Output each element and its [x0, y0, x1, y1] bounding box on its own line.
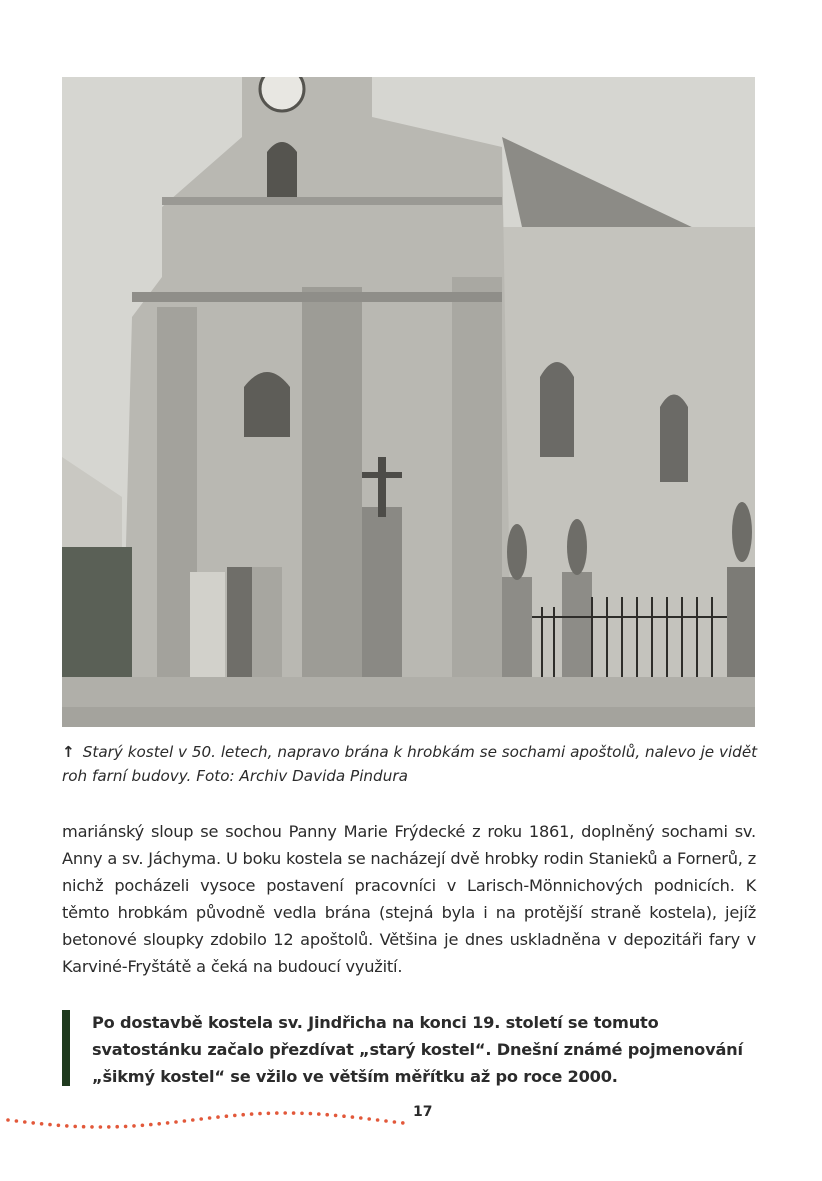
decorative-dot	[31, 1121, 35, 1125]
arrow-up-icon: ↑	[62, 743, 75, 761]
decorative-dot	[351, 1115, 355, 1119]
dotted-decoration	[0, 1108, 410, 1138]
decorative-dot	[250, 1112, 254, 1116]
decorative-dot	[376, 1118, 380, 1122]
decorative-dot	[241, 1113, 245, 1117]
decorative-dot	[157, 1122, 161, 1126]
page-number: 17	[413, 1104, 433, 1120]
decorative-dot	[216, 1115, 220, 1119]
decorative-dot	[183, 1119, 187, 1123]
decorative-dot	[174, 1120, 178, 1124]
decorative-dot	[40, 1122, 44, 1126]
decorative-dot	[48, 1123, 52, 1127]
decorative-dot	[300, 1112, 304, 1116]
decorative-dot	[292, 1111, 296, 1115]
decorative-dot	[367, 1117, 371, 1121]
decorative-dot	[342, 1114, 346, 1118]
decorative-dot	[149, 1123, 153, 1127]
body-paragraph: mariánský sloup se sochou Panny Marie Frýdecké z roku 1861, doplněný sochami sv. Anny a sv. Jáchyma. U boku kostela se nacházejí dvě hrobky rodin Stanieků a Fornerů, z nichž pocházeli vysoce postavení pracovníci v Larisch-Mönnichových podnicích. K těmto hrobkám původně vedla brána (stejná byla i na protější straně kostela), jejíž betonové sloupky zdobilo 12 apoštolů. Většina je dnes uskladněna v depozitáři fary v Karviné-Fryštátě a čeká na budoucí využití.	[62, 822, 756, 976]
decorative-dot	[325, 1113, 329, 1117]
decorative-dot	[401, 1121, 405, 1125]
caption-text: Starý kostel v 50. letech, napravo brána k hrobkám se sochami apoštolů, nalevo je vidět roh farní budovy. Foto: Archiv Davida Pindura	[62, 743, 758, 785]
decorative-dot	[124, 1125, 128, 1129]
decorative-dot	[208, 1116, 212, 1120]
decorative-dot	[359, 1116, 363, 1120]
decorative-dot	[107, 1125, 111, 1129]
decorative-dot	[90, 1125, 94, 1129]
decorative-dot	[225, 1114, 229, 1118]
quote-bar	[62, 1010, 70, 1086]
decorative-dot	[82, 1125, 86, 1129]
decorative-dot	[258, 1112, 262, 1116]
decorative-dot	[57, 1124, 61, 1128]
decorative-dot	[309, 1112, 313, 1116]
church-photo-icon	[62, 77, 755, 727]
decorative-dot	[99, 1125, 103, 1129]
decorative-dot	[141, 1124, 145, 1128]
decorative-dot	[191, 1118, 195, 1122]
church-photo	[62, 77, 755, 727]
decorative-dot	[65, 1124, 69, 1128]
decorative-dot	[334, 1114, 338, 1118]
highlight-quote: Po dostavbě kostela sv. Jindřicha na konci 19. století se tomuto svatostánku začalo přezdívat „starý kostel“. Dnešní známé pojmenování „šikmý kostel“ se vžilo ve větším měřítku až po roce 2000.	[92, 1013, 743, 1086]
decorative-dot	[393, 1120, 397, 1124]
decorative-dot	[283, 1111, 287, 1115]
decorative-dot	[115, 1125, 119, 1129]
decorative-dot	[132, 1124, 136, 1128]
decorative-dot	[233, 1114, 237, 1118]
decorative-dot	[267, 1112, 271, 1116]
decorative-dot	[317, 1112, 321, 1116]
decorative-dot	[199, 1117, 203, 1121]
decorative-dot	[6, 1118, 10, 1122]
decorative-dot	[15, 1119, 19, 1123]
decorative-dot	[275, 1111, 279, 1115]
decorative-dot	[384, 1119, 388, 1123]
decorative-dot	[23, 1120, 27, 1124]
photo-caption	[62, 740, 762, 788]
decorative-dot	[166, 1121, 170, 1125]
decorative-dot	[73, 1125, 77, 1129]
